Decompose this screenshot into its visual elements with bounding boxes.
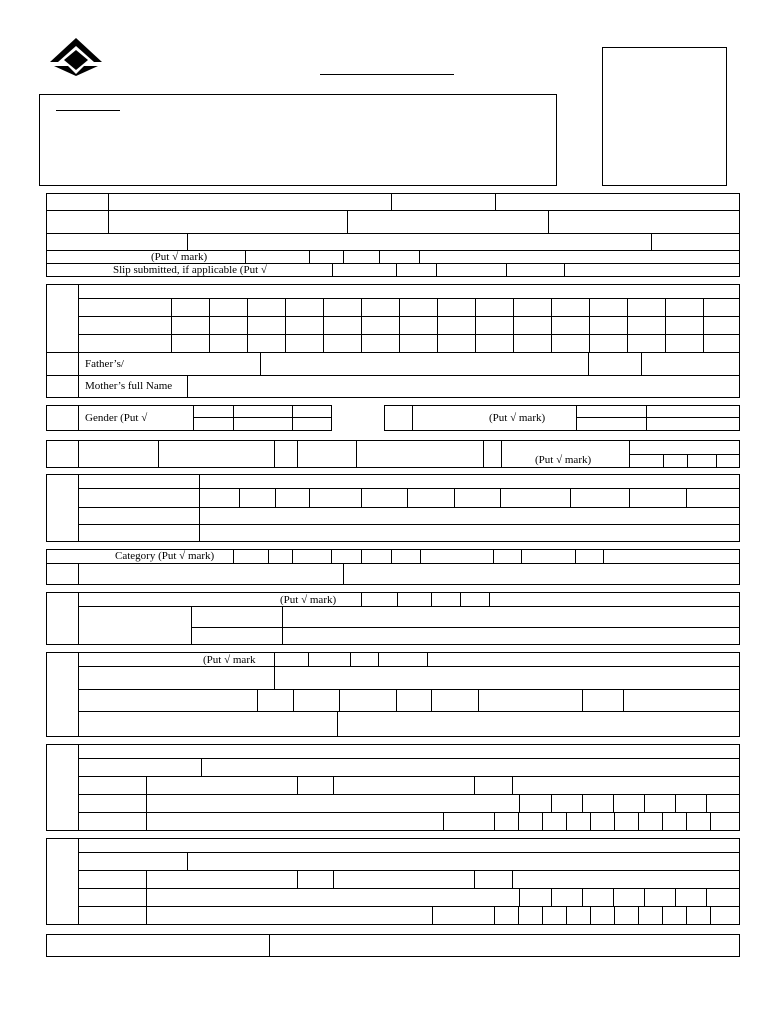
table-gridline (171, 298, 172, 352)
table-gridline (378, 653, 379, 666)
table-gridline (191, 606, 192, 644)
table-gridline (391, 550, 392, 563)
table-gridline (247, 298, 248, 352)
table-gridline (475, 298, 476, 352)
table-gridline (379, 250, 380, 263)
table-gridline (494, 812, 495, 830)
table-gridline (675, 888, 676, 906)
table-gridline (431, 593, 432, 606)
table-gridline (47, 352, 739, 353)
table-gridline (343, 250, 344, 263)
table-gridline (78, 689, 739, 690)
table-gridline (47, 375, 739, 376)
table-gridline (333, 776, 334, 794)
table-gridline (518, 906, 519, 924)
table-gridline (675, 794, 676, 812)
gender-section (46, 405, 332, 431)
table-gridline (716, 454, 717, 467)
table-gridline (576, 406, 577, 430)
table-gridline (494, 906, 495, 924)
table-gridline (419, 250, 420, 263)
table-gridline (566, 906, 567, 924)
table-gridline (506, 263, 507, 277)
section-5 (46, 474, 740, 542)
table-gridline (347, 210, 348, 233)
table-gridline (582, 888, 583, 906)
table-gridline (78, 852, 739, 853)
table-gridline (686, 488, 687, 507)
table-gridline (297, 776, 298, 794)
table-gridline (282, 606, 283, 644)
table-gridline (443, 812, 444, 830)
table-gridline (427, 653, 428, 666)
table-gridline (629, 454, 739, 455)
table-gridline (309, 488, 310, 507)
table-gridline (407, 488, 408, 507)
section-11 (46, 934, 740, 957)
section-1 (46, 193, 740, 277)
table-gridline (187, 375, 188, 397)
table-gridline (78, 475, 79, 541)
table-gridline (47, 563, 739, 564)
table-gridline (78, 870, 739, 871)
table-gridline (431, 689, 432, 711)
table-gridline (542, 906, 543, 924)
tick-mark-label-4: (Put √ mark) (535, 454, 592, 466)
table-gridline (519, 794, 520, 812)
table-gridline (420, 550, 421, 563)
table-gridline (292, 406, 293, 430)
table-gridline (512, 870, 513, 888)
table-gridline (590, 812, 591, 830)
table-gridline (686, 906, 687, 924)
table-gridline (78, 593, 79, 644)
table-gridline (187, 233, 188, 250)
table-gridline (432, 906, 433, 924)
table-gridline (603, 550, 604, 563)
table-gridline (623, 689, 624, 711)
table-gridline (686, 812, 687, 830)
table-gridline (518, 812, 519, 830)
table-gridline (437, 298, 438, 352)
table-gridline (454, 488, 455, 507)
tick-section-3b (384, 405, 740, 431)
table-gridline (613, 794, 614, 812)
table-gridline (519, 888, 520, 906)
table-gridline (78, 758, 739, 759)
table-gridline (78, 606, 739, 607)
section-8 (46, 652, 740, 737)
tick-mark-label-3b: (Put √ mark) (489, 412, 546, 424)
table-gridline (651, 233, 652, 250)
table-gridline (361, 593, 362, 606)
table-gridline (521, 550, 522, 563)
table-gridline (293, 689, 294, 711)
table-gridline (350, 653, 351, 666)
table-gridline (391, 194, 392, 210)
table-gridline (285, 298, 286, 352)
table-gridline (78, 488, 739, 489)
section-2 (46, 284, 740, 398)
table-gridline (297, 870, 298, 888)
title-underline (320, 74, 454, 75)
table-gridline (78, 776, 739, 777)
table-gridline (665, 298, 666, 352)
table-gridline (292, 550, 293, 563)
table-gridline (146, 870, 147, 924)
table-gridline (191, 627, 739, 628)
table-gridline (193, 406, 194, 430)
table-gridline (78, 298, 739, 299)
table-gridline (187, 852, 188, 870)
table-gridline (566, 812, 567, 830)
table-gridline (436, 263, 437, 277)
table-gridline (644, 888, 645, 906)
table-gridline (474, 870, 475, 888)
table-gridline (361, 488, 362, 507)
slip-submitted-label: Slip submitted, if applicable (Put √ (113, 264, 267, 276)
table-gridline (483, 441, 484, 467)
table-gridline (257, 689, 258, 711)
fathers-label: Father’s/ (85, 358, 124, 370)
table-gridline (78, 794, 739, 795)
table-gridline (706, 794, 707, 812)
table-gridline (78, 316, 739, 317)
table-gridline (78, 334, 739, 335)
table-gridline (275, 488, 276, 507)
table-gridline (399, 298, 400, 352)
table-gridline (297, 441, 298, 467)
table-gridline (500, 488, 501, 507)
table-gridline (582, 689, 583, 711)
table-gridline (343, 563, 344, 584)
table-gridline (193, 417, 331, 418)
table-gridline (268, 550, 269, 563)
table-gridline (396, 689, 397, 711)
table-gridline (78, 563, 79, 584)
table-gridline (209, 298, 210, 352)
table-gridline (412, 406, 413, 430)
table-gridline (361, 298, 362, 352)
table-gridline (493, 550, 494, 563)
table-gridline (638, 906, 639, 924)
category-label: Category (Put √ mark) (115, 550, 215, 562)
table-gridline (274, 441, 275, 467)
table-gridline (337, 711, 338, 736)
table-gridline (513, 298, 514, 352)
table-gridline (108, 194, 109, 233)
table-gridline (396, 263, 397, 277)
table-gridline (489, 593, 490, 606)
table-gridline (551, 298, 552, 352)
section-4 (46, 440, 740, 468)
table-gridline (47, 210, 739, 211)
table-gridline (588, 352, 589, 375)
table-gridline (564, 263, 565, 277)
table-gridline (333, 870, 334, 888)
table-gridline (627, 298, 628, 352)
table-gridline (332, 263, 333, 277)
table-gridline (590, 906, 591, 924)
category-section (46, 549, 740, 585)
tick-mark-label: (Put √ mark) (151, 251, 208, 263)
table-gridline (158, 441, 159, 467)
table-gridline (629, 488, 630, 507)
table-gridline (199, 475, 200, 541)
table-gridline (687, 454, 688, 467)
table-gridline (78, 524, 739, 525)
notice-box (39, 94, 557, 186)
table-gridline (641, 352, 642, 375)
tick-mark-label-7: (Put √ mark) (280, 594, 337, 606)
gender-label: Gender (Put √ (85, 412, 148, 424)
table-gridline (78, 285, 79, 397)
table-gridline (397, 593, 398, 606)
table-gridline (512, 776, 513, 794)
table-gridline (356, 441, 357, 467)
table-gridline (239, 488, 240, 507)
table-gridline (548, 210, 549, 233)
table-gridline (703, 298, 704, 352)
table-gridline (710, 812, 711, 830)
mothers-name-label: Mother’s full Name (85, 380, 173, 392)
notice-heading-underline (56, 110, 120, 111)
table-gridline (309, 250, 310, 263)
table-gridline (78, 406, 79, 430)
table-gridline (78, 441, 79, 467)
table-gridline (551, 794, 552, 812)
photo-box[interactable] (602, 47, 727, 186)
table-gridline (260, 352, 261, 375)
table-gridline (201, 758, 202, 776)
table-gridline (613, 888, 614, 906)
tick-mark-label-8: (Put √ mark (203, 654, 256, 666)
table-gridline (361, 550, 362, 563)
section-7 (46, 592, 740, 645)
table-gridline (551, 888, 552, 906)
table-gridline (646, 406, 647, 430)
table-gridline (662, 906, 663, 924)
table-gridline (478, 689, 479, 711)
table-gridline (638, 812, 639, 830)
table-gridline (710, 906, 711, 924)
section-10 (46, 838, 740, 925)
table-gridline (575, 550, 576, 563)
logo-icon (48, 36, 104, 76)
table-gridline (644, 794, 645, 812)
table-gridline (460, 593, 461, 606)
table-gridline (78, 507, 739, 508)
table-gridline (570, 488, 571, 507)
table-gridline (78, 906, 739, 907)
table-gridline (78, 666, 739, 667)
table-gridline (495, 194, 496, 210)
table-gridline (582, 794, 583, 812)
table-gridline (245, 250, 246, 263)
table-gridline (233, 406, 234, 430)
table-gridline (576, 417, 739, 418)
table-gridline (501, 441, 502, 467)
table-gridline (662, 812, 663, 830)
table-gridline (269, 935, 270, 956)
table-gridline (614, 906, 615, 924)
table-gridline (706, 888, 707, 906)
section-9 (46, 744, 740, 831)
table-gridline (663, 454, 664, 467)
table-gridline (614, 812, 615, 830)
table-gridline (78, 812, 739, 813)
table-gridline (274, 653, 275, 689)
table-gridline (542, 812, 543, 830)
table-gridline (474, 776, 475, 794)
table-gridline (308, 653, 309, 666)
table-gridline (47, 233, 739, 234)
table-gridline (78, 711, 739, 712)
table-gridline (589, 298, 590, 352)
table-gridline (331, 550, 332, 563)
table-gridline (339, 689, 340, 711)
table-gridline (323, 298, 324, 352)
table-gridline (78, 888, 739, 889)
table-gridline (146, 776, 147, 830)
table-gridline (233, 550, 234, 563)
